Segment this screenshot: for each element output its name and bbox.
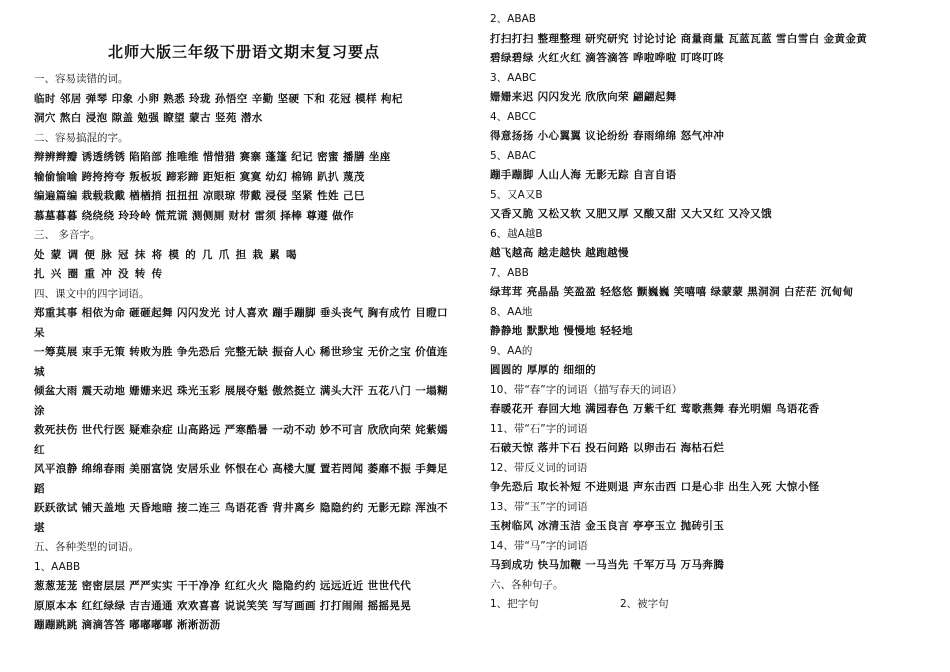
sentence-type-item: 1、把字句 (490, 598, 539, 610)
left-column (34, 40, 454, 636)
word-line: 静静地 默默地 慢慢地 轻轻地 (490, 325, 633, 337)
section-heading: 六、各种句子。 (490, 578, 564, 591)
subsection-heading: 1、AABB (34, 560, 81, 573)
word-line: 慕墓暮暮 绕绕绕 玲玲岭 慌荒谎 测侧厕 财材 雷须 择棒 尊遵 做作 (34, 209, 354, 222)
word-line: 辩辨辫瓣 诱透绣锈 陷陷部 推唯维 惜惜猎 赛寨 蓬篷 纪记 密蜜 播膳 坐座 (34, 151, 391, 163)
word-line: 输偷愉喻 跨挎挎夸 叛板坂 蹄彩蹄 距矩柜 寞寞 幼幻 棉锦 趴扒 蔑茂 (34, 170, 365, 183)
word-line: 碧绿碧绿 火红火红 滴答滴答 哗啦哗啦 叮咚叮咚 (490, 52, 725, 64)
section-heading: 五、各种类型的词语。 (34, 541, 139, 553)
subsection-heading: 11、带“石”字的词语 (490, 422, 588, 435)
subsection-heading: 10、带“春”字的词语（描写春天的词语） (490, 383, 683, 396)
word-line: 春暖花开 春回大地 满园春色 万紫千红 莺歌燕舞 春光明媚 鸟语花香 (490, 403, 820, 415)
subsection-heading: 8、AA地 (490, 305, 533, 318)
word-line: 打扫打扫 整理整理 研究研究 讨论讨论 商量商量 瓦蓝瓦蓝 雪白雪白 金黄金黄 (490, 32, 868, 45)
word-line: 又香又脆 又松又软 又肥又厚 又酸又甜 又大又红 又冷又饿 (490, 208, 772, 220)
idiom-line: 救死扶伤 世代行医 疑难杂症 山高路远 严寒酷暑 一动不动 妙不可言 欣欣向荣 姹紫嫣红 (34, 424, 448, 456)
word-line: 石破天惊 落井下石 投石问路 以卵击石 海枯石烂 (490, 442, 725, 454)
subsection-heading: 5、又A又B (490, 188, 543, 201)
word-line: 葱葱茏茏 密密层层 严严实实 干干净净 红红火火 隐隐约约 远远近近 世世代代 (34, 580, 412, 592)
word-line: 绿茸茸 亮晶晶 笑盈盈 轻悠悠 颤巍巍 笑嘻嘻 绿蒙蒙 黑洞洞 白茫茫 沉甸甸 (490, 286, 854, 298)
idiom-line: 一筹莫展 束手无策 转败为胜 争先恐后 完整无缺 振奋人心 稀世珍宝 无价之宝 价值连城 (34, 346, 448, 378)
subsection-heading: 2、ABAB (490, 13, 536, 25)
word-line: 马到成功 快马加鞭 一马当先 千军万马 万马奔腾 (490, 559, 725, 571)
subsection-heading: 14、带“马”字的词语 (490, 539, 588, 552)
word-line: 原原本本 红红绿绿 吉吉通通 欢欢喜喜 说说笑笑 写写画画 打打闹闹 摇摇晃晃 (34, 599, 412, 612)
subsection-heading: 4、ABCC (490, 110, 537, 123)
subsection-heading: 6、越A越B (490, 227, 543, 240)
word-line: 蹦蹦跳跳 滴滴答答 嘟嘟嘟嘟 淅淅沥沥 (34, 619, 221, 631)
sentence-type-item: 2、被字句 (620, 598, 669, 610)
idiom-line: 风平浪静 绵绵春雨 美丽富饶 安居乐业 怀恨在心 高楼大厦 置若罔闻 萎靡不振 手舞足蹈 (34, 463, 448, 495)
word-line: 临时 邻居 弹琴 印象 小卵 熟悉 玲珑 孙悟空 辛勤 坚硬 下和 花冠 模样 枸杞 (34, 92, 403, 105)
sentence-types-row (490, 595, 920, 615)
word-line: 得意扬扬 小心翼翼 议论纷纷 春雨绵绵 怒气冲冲 (490, 130, 725, 142)
subsection-heading: 12、带反义词的词语 (490, 461, 588, 474)
section-heading: 四、课文中的四字词语。 (34, 287, 150, 300)
word-line: 蹦手蹦脚 人山人海 无影无踪 自言自语 (490, 169, 677, 181)
word-line: 争先恐后 取长补短 不进则退 声东击西 口是心非 出生入死 大惊小怪 (490, 481, 820, 493)
idiom-line: 倾盆大雨 震天动地 姗姗来迟 珠光玉彩 展展夺魁 傲然挺立 满头大汗 五花八门 一塌糊涂 (34, 385, 448, 417)
subsection-heading: 7、ABB (490, 266, 529, 279)
polyphone-line: 处蒙调便脉冠抹将模的几爪担栽累喝 (34, 248, 303, 261)
subsection-heading: 9、AA的 (490, 344, 533, 357)
section-heading: 一、容易读错的词。 (34, 73, 129, 85)
word-line: 圆圆的 厚厚的 细细的 (490, 364, 597, 376)
idiom-line: 跃跃欲试 铺天盖地 天昏地暗 接二连三 鸟语花香 背井离乡 隐隐约约 无影无踪 浑浊不堪 (34, 502, 448, 534)
word-line: 姗姗来迟 闪闪发光 欣欣向荣 翩翩起舞 (490, 91, 677, 103)
right-column (490, 10, 920, 615)
subsection-heading: 5、ABAC (490, 149, 536, 162)
word-line: 洞穴 熬白 浸泡 隙盖 勉强 瞭望 蒙古 竖苑 潜水 (34, 112, 263, 124)
document-title: 北师大版三年级下册语文期末复习要点 (107, 43, 380, 61)
word-line: 玉树临风 冰清玉洁 金玉良言 亭亭玉立 抛砖引玉 (490, 520, 725, 532)
subsection-heading: 3、AABC (490, 71, 537, 84)
polyphone-line: 扎兴圈重冲没转传 (34, 268, 169, 280)
word-line: 编遍篇编 栽载栽戴 楢楢捎 扭扭扭 凉眼琼 带戴 浸侵 坚紧 性姓 己巳 (34, 190, 365, 202)
section-heading: 三、 多音字。 (34, 229, 101, 241)
idiom-line: 郑重其事 相依为命 砸砸起舞 闪闪发光 讨人喜欢 蹦手蹦脚 垂头丧气 胸有成竹 目瞪口呆 (34, 307, 448, 339)
subsection-heading: 13、带“玉”字的词语 (490, 500, 588, 513)
section-heading: 二、容易搞混的字。 (34, 131, 129, 144)
word-line: 越飞越高 越走越快 越跑越慢 (490, 247, 629, 259)
